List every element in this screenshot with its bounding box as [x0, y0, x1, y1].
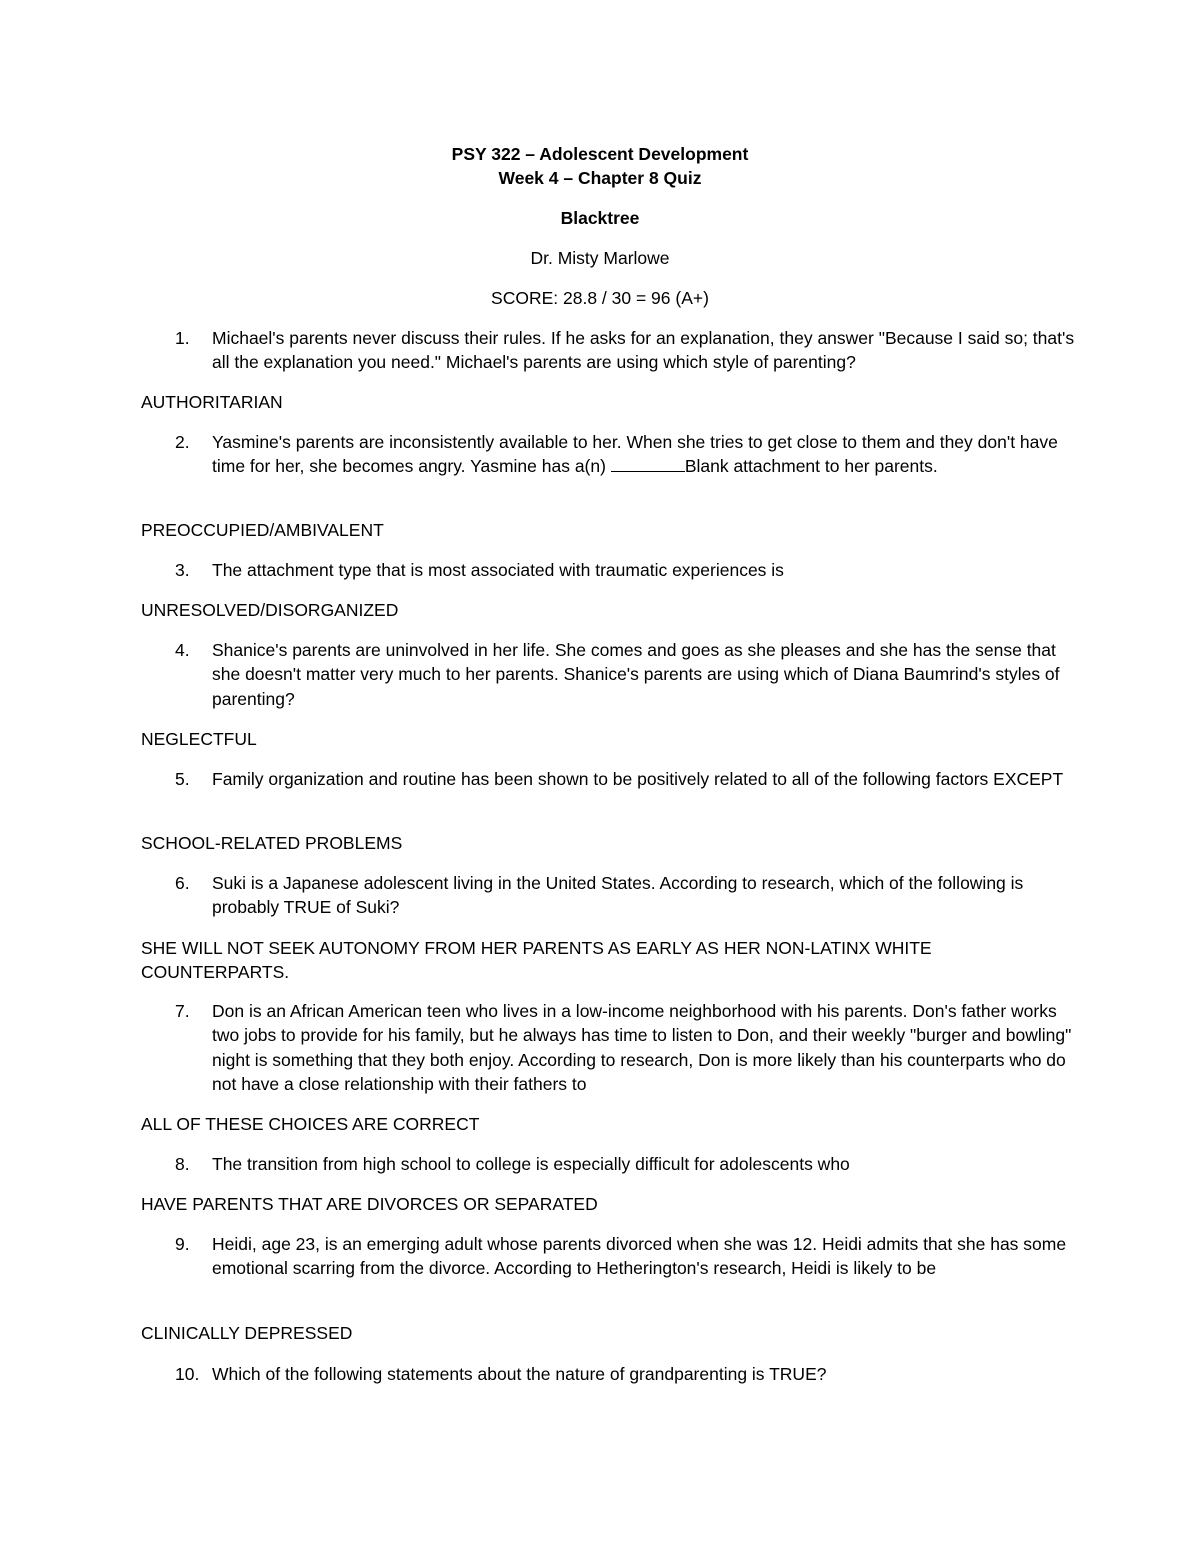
- question-text: [212, 430, 1075, 479]
- question-number: 2.: [175, 432, 190, 452]
- question-4: [175, 638, 1075, 711]
- question-number: 5.: [175, 769, 190, 789]
- question-9: [175, 1232, 1075, 1281]
- question-number: 8.: [175, 1154, 190, 1174]
- question-3: [175, 558, 1075, 582]
- score-line: SCORE: 28.8 / 30 = 96 (A+): [491, 288, 709, 308]
- question-number: 4.: [175, 640, 190, 660]
- question-text: Which of the following statements about the nature of grandparenting is TRUE?: [212, 1364, 827, 1384]
- question-text: Heidi, age 23, is an emerging adult whose parents divorced when she was 12. Heidi admits that she has some emotional scarring from the divorce. According to Hetherington's research, Heidi is likely to be: [212, 1234, 1067, 1279]
- question-text: Michael's parents never discuss their rules. If he asks for an explanation, they answer "Because I said so; that's all the explanation you need." Michael's parents are using which style of parenting?: [212, 328, 1075, 373]
- answer-9: CLINICALLY DEPRESSED: [141, 1323, 353, 1343]
- question-text-after-blank: Blank attachment to her parents.: [684, 456, 938, 477]
- question-1: [175, 326, 1075, 375]
- question-text: Family organization and routine has been shown to be positively related to all of the following factors EXCEPT: [212, 769, 1064, 789]
- answer-6: SHE WILL NOT SEEK AUTONOMY FROM HER PARENTS AS EARLY AS HER NON-LATINX WHITE COUNTERPARTS.: [141, 938, 932, 983]
- fill-in-blank: [611, 457, 685, 472]
- question-10: [175, 1362, 1075, 1386]
- answer-4: NEGLECTFUL: [141, 729, 257, 749]
- question-text: Suki is a Japanese adolescent living in the United States. According to research, which of the following is probably TRUE of Suki?: [212, 873, 1024, 918]
- question-text-before-blank: Yasmine's parents are inconsistently available to her. When she tries to get close to them and they don't have time for her, she becomes angry. Yasmine has a(n): [212, 432, 1058, 477]
- student-name: Blacktree: [560, 208, 640, 228]
- question-8: [175, 1152, 1075, 1176]
- instructor-name: Dr. Misty Marlowe: [530, 248, 670, 268]
- question-text: Don is an African American teen who lives in a low-income neighborhood with his parents. Don's father works two jobs to provide for his family, but he always has time to listen to Don, and their weekly "burger and bowling" night is something that they both enjoy. According to research, Don is more likely than his counterparts who do not have a close relationship with their fathers to: [212, 1001, 1072, 1095]
- answer-3: UNRESOLVED/DISORGANIZED: [141, 600, 399, 620]
- question-2: [175, 430, 1075, 479]
- question-text: The attachment type that is most associated with traumatic experiences is: [212, 560, 784, 580]
- answer-5: SCHOOL-RELATED PROBLEMS: [141, 833, 403, 853]
- question-number: 6.: [175, 873, 190, 893]
- answer-8: HAVE PARENTS THAT ARE DIVORCES OR SEPARATED: [141, 1194, 598, 1214]
- answer-2: PREOCCUPIED/AMBIVALENT: [141, 520, 384, 540]
- answer-1: AUTHORITARIAN: [141, 392, 283, 412]
- question-number: 3.: [175, 560, 190, 580]
- question-text: The transition from high school to college is especially difficult for adolescents who: [212, 1154, 850, 1174]
- question-number: 9.: [175, 1234, 190, 1254]
- answer-7: ALL OF THESE CHOICES ARE CORRECT: [141, 1114, 480, 1134]
- question-text: Shanice's parents are uninvolved in her life. She comes and goes as she pleases and she has the sense that she doesn't matter very much to her parents. Shanice's parents are using which of Diana Baumrind's styles of parenting?: [212, 640, 1060, 709]
- quiz-subtitle: Week 4 – Chapter 8 Quiz: [498, 168, 702, 188]
- course-title: PSY 322 – Adolescent Development: [451, 144, 749, 164]
- question-number: 10.: [175, 1364, 200, 1384]
- question-7: [175, 999, 1075, 1097]
- question-number: 7.: [175, 1001, 190, 1021]
- question-6: [175, 871, 1075, 920]
- question-5: [175, 767, 1075, 791]
- question-number: 1.: [175, 328, 190, 348]
